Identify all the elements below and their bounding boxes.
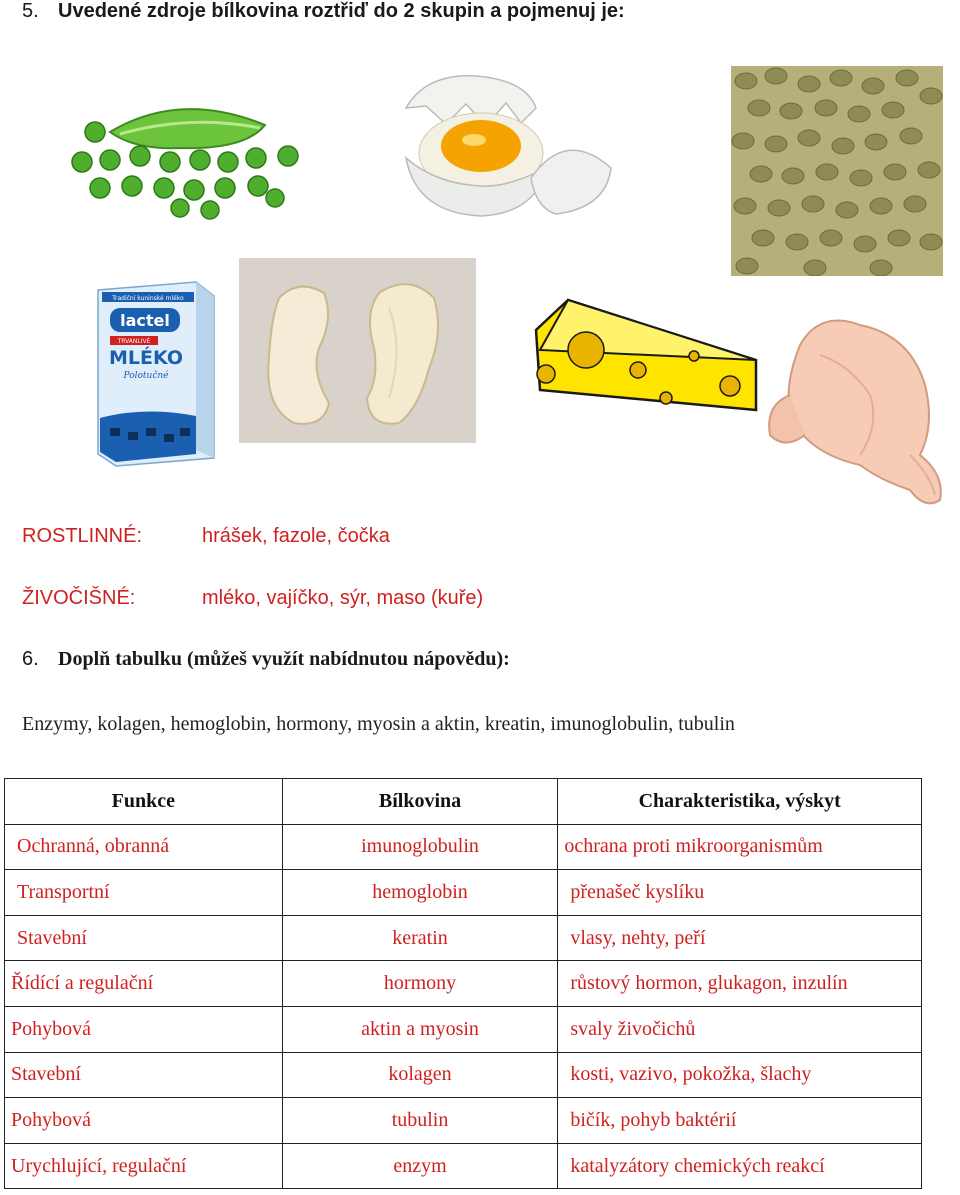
table-row bbox=[5, 1098, 922, 1144]
egg-image bbox=[386, 68, 622, 222]
plant-value: hrášek, fazole, čočka bbox=[202, 525, 390, 547]
cell-function: Pohybová bbox=[5, 1098, 283, 1144]
cell-characteristic: přenašeč kyslíku bbox=[558, 870, 922, 916]
cell-function: Urychlující, regulační bbox=[5, 1143, 283, 1189]
task-6-text: Doplň tabulku (můžeš využít nabídnutou nápovědu): bbox=[58, 648, 510, 670]
animal-label: ŽIVOČIŠNÉ: bbox=[22, 587, 136, 609]
protein-table bbox=[4, 778, 922, 1189]
table-row bbox=[5, 1006, 922, 1052]
cell-characteristic: katalyzátory chemických reakcí bbox=[558, 1143, 922, 1189]
header-protein: Bílkovina bbox=[282, 779, 558, 825]
table-row bbox=[5, 915, 922, 961]
hint-text: Enzymy, kolagen, hemoglobin, hormony, myosin a aktin, kreatin, imunoglobulin, tubulin bbox=[22, 713, 735, 735]
cell-function: Pohybová bbox=[5, 1006, 283, 1052]
lentils-image bbox=[731, 66, 943, 276]
table-row bbox=[5, 824, 922, 870]
cell-function: Řídící a regulační bbox=[5, 961, 283, 1007]
task-6-heading bbox=[22, 648, 510, 671]
cell-protein: hormony bbox=[282, 961, 558, 1007]
cell-characteristic: svaly živočichů bbox=[558, 1006, 922, 1052]
cell-function: Stavební bbox=[5, 1052, 283, 1098]
header-function: Funkce bbox=[5, 779, 283, 825]
cell-protein: tubulin bbox=[282, 1098, 558, 1144]
task-5-number: 5. bbox=[22, 0, 39, 22]
milk-brand-text: lactel bbox=[120, 311, 170, 330]
table-row bbox=[5, 1052, 922, 1098]
milk-top-text: Tradiční kuninské mléko bbox=[112, 295, 184, 302]
task-5-text: Uvedené zdroje bílkovina roztřiď do 2 skupin a pojmenuj je: bbox=[58, 0, 625, 22]
cell-protein: enzym bbox=[282, 1143, 558, 1189]
cell-function: Transportní bbox=[5, 870, 283, 916]
cheese-image bbox=[528, 290, 764, 420]
cell-protein: keratin bbox=[282, 915, 558, 961]
cell-characteristic: kosti, vazivo, pokožka, šlachy bbox=[558, 1052, 922, 1098]
header-characteristic: Charakteristika, výskyt bbox=[558, 779, 922, 825]
animal-value: mléko, vajíčko, sýr, maso (kuře) bbox=[202, 587, 484, 609]
cell-function: Ochranná, obranná bbox=[5, 824, 283, 870]
table-header-row bbox=[5, 779, 922, 825]
table-row bbox=[5, 870, 922, 916]
cell-protein: imunoglobulin bbox=[282, 824, 558, 870]
milk-sub-text: Polotučné bbox=[123, 371, 169, 381]
cell-protein: aktin a myosin bbox=[282, 1006, 558, 1052]
plant-label: ROSTLINNÉ: bbox=[22, 525, 143, 547]
task-6-number: 6. bbox=[22, 648, 39, 670]
table-row bbox=[5, 1143, 922, 1189]
milk-carton-image bbox=[96, 278, 216, 468]
cell-characteristic: vlasy, nehty, peří bbox=[558, 915, 922, 961]
milk-tag-text: TRVANLIVÉ bbox=[117, 338, 151, 345]
task-5-heading bbox=[22, 0, 625, 23]
cell-characteristic: ochrana proti mikroorganismům bbox=[558, 824, 922, 870]
chicken-image bbox=[760, 305, 955, 520]
cell-characteristic: růstový hormon, glukagon, inzulín bbox=[558, 961, 922, 1007]
cell-protein: hemoglobin bbox=[282, 870, 558, 916]
milk-label-text: MLÉKO bbox=[108, 347, 184, 369]
beans-image bbox=[239, 258, 476, 443]
cell-protein: kolagen bbox=[282, 1052, 558, 1098]
cell-function: Stavební bbox=[5, 915, 283, 961]
peas-image bbox=[60, 70, 315, 220]
table-row bbox=[5, 961, 922, 1007]
cell-characteristic: bičík, pohyb baktérií bbox=[558, 1098, 922, 1144]
